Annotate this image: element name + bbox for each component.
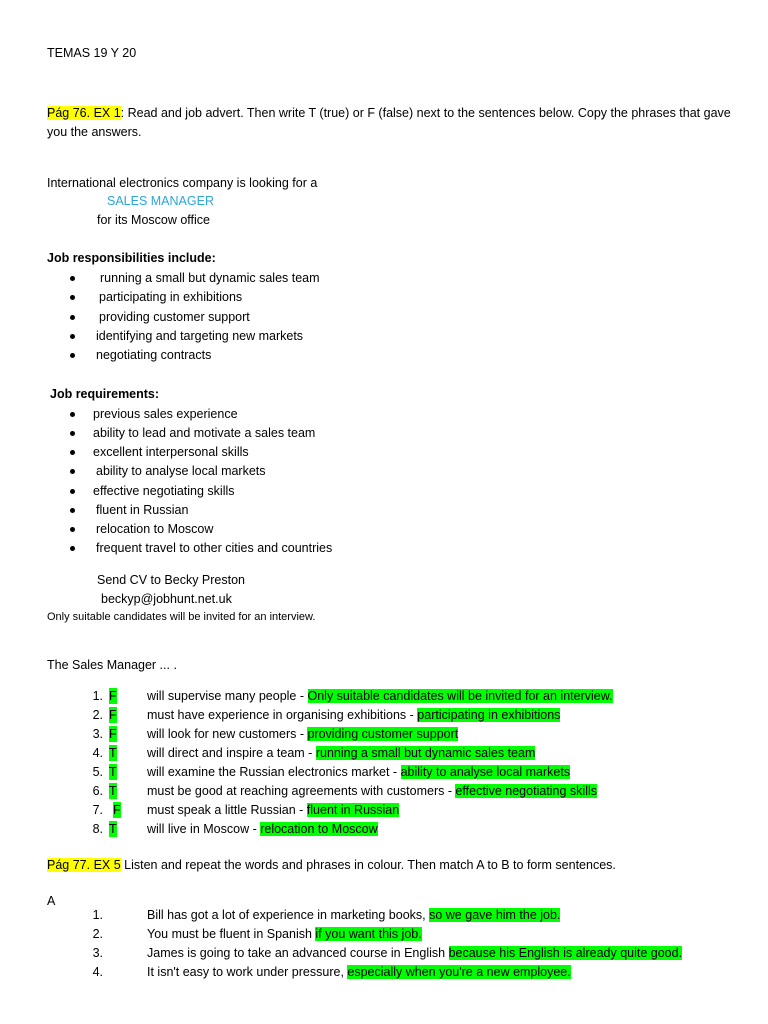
answer-number: 8.: [92, 822, 103, 836]
ex5-instruction-text: Listen and repeat the words and phrases in colour. Then match A to B to form sentences.: [120, 858, 616, 872]
match-row: [147, 926, 422, 942]
list-item: fluent in Russian: [96, 503, 189, 517]
match-number: 2.: [92, 927, 103, 941]
match-row: [147, 964, 571, 980]
bullet-icon: [70, 469, 75, 474]
answer-text: will live in Moscow -: [147, 822, 261, 836]
bullet-icon: [70, 295, 75, 300]
answer-text: must have experience in organising exhibitions -: [147, 708, 418, 722]
answer-row: [147, 821, 378, 837]
ex1-instruction-text: : Read and job advert. Then write T (true) or F (false) next to the sentences below. Copy the phrases that gave you the answers.: [47, 106, 731, 139]
answer-number: 4.: [92, 746, 103, 760]
answer-phrase: participating in exhibitions: [417, 708, 561, 722]
advert-note: Only suitable candidates will be invited for an interview.: [47, 611, 316, 623]
ex5-instruction: [47, 857, 616, 873]
match-phrase: especially when you're a new employee.: [347, 965, 571, 979]
advert-intro: International electronics company is looking for a: [47, 176, 318, 190]
ex5-reference: Pág 77. EX 5: [47, 858, 121, 872]
sales-manager-heading: The Sales Manager ... .: [47, 658, 177, 672]
bullet-icon: [70, 412, 75, 417]
list-item: participating in exhibitions: [99, 290, 243, 304]
bullet-icon: [70, 431, 75, 436]
answer-row: [147, 688, 613, 704]
responsibilities-heading: Job responsibilities include:: [47, 251, 216, 265]
contact-email: beckyp@jobhunt.net.uk: [101, 592, 232, 606]
bullet-icon: [70, 489, 75, 494]
match-text: You must be fluent in Spanish: [147, 927, 316, 941]
list-item: excellent interpersonal skills: [93, 445, 249, 459]
list-item: previous sales experience: [93, 407, 238, 421]
match-text: Bill has got a lot of experience in marketing books,: [147, 908, 430, 922]
list-item: negotiating contracts: [96, 348, 212, 362]
list-item: identifying and targeting new markets: [96, 329, 304, 343]
list-item: ability to lead and motivate a sales team: [93, 426, 316, 440]
list-item: frequent travel to other cities and countries: [96, 541, 333, 555]
match-text: James is going to take an advanced course in English: [147, 946, 449, 960]
match-number: 3.: [92, 946, 103, 960]
document-title: TEMAS 19 Y 20: [47, 46, 137, 60]
match-number: 1.: [92, 908, 103, 922]
match-phrase: so we gave him the job.: [429, 908, 561, 922]
bullet-icon: [70, 334, 75, 339]
match-phrase: because his English is already quite good.: [448, 946, 683, 960]
answer-text: must be good at reaching agreements with customers -: [147, 784, 456, 798]
bullet-icon: [70, 546, 75, 551]
section-a-label: A: [47, 894, 56, 908]
answer-text: will look for new customers -: [147, 727, 308, 741]
answer-mark: F: [113, 803, 121, 817]
answer-mark: F: [109, 689, 117, 703]
answer-number: 2.: [92, 708, 103, 722]
answer-text: will examine the Russian electronics market -: [147, 765, 401, 779]
answer-number: 3.: [92, 727, 103, 741]
answer-phrase: effective negotiating skills: [455, 784, 598, 798]
answer-number: 1.: [92, 689, 103, 703]
match-row: [147, 945, 682, 961]
answer-phrase: relocation to Moscow: [260, 822, 378, 836]
answer-row: [147, 707, 560, 723]
bullet-icon: [70, 527, 75, 532]
answer-text: will supervise many people -: [147, 689, 308, 703]
answer-row: [147, 726, 458, 742]
bullet-icon: [70, 508, 75, 513]
answer-phrase: ability to analyse local markets: [400, 765, 571, 779]
bullet-icon: [70, 353, 75, 358]
answer-phrase: fluent in Russian: [306, 803, 400, 817]
advert-position: SALES MANAGER: [107, 194, 214, 208]
answer-mark: T: [109, 746, 117, 760]
list-item: effective negotiating skills: [93, 484, 235, 498]
answer-number: 5.: [92, 765, 103, 779]
answer-number: 6.: [92, 784, 103, 798]
answer-row: [147, 802, 399, 818]
match-phrase: if you want this job.: [315, 927, 422, 941]
answer-text: will direct and inspire a team -: [147, 746, 316, 760]
answer-phrase: Only suitable candidates will be invited for an interview.: [307, 689, 613, 703]
list-item: relocation to Moscow: [96, 522, 214, 536]
answer-row: [147, 745, 535, 761]
answer-mark: F: [109, 727, 117, 741]
answer-mark: T: [109, 765, 117, 779]
advert-office: for its Moscow office: [97, 213, 211, 227]
answer-row: [147, 783, 597, 799]
list-item: running a small but dynamic sales team: [100, 271, 320, 285]
bullet-icon: [70, 276, 75, 281]
answer-mark: T: [109, 822, 117, 836]
match-number: 4.: [92, 965, 103, 979]
answer-mark: F: [109, 708, 117, 722]
ex1-instruction: [47, 104, 737, 142]
answer-row: [147, 764, 570, 780]
match-text: It isn't easy to work under pressure,: [147, 965, 348, 979]
match-row: [147, 907, 560, 923]
answer-text: must speak a little Russian -: [147, 803, 307, 817]
requirements-heading: Job requirements:: [50, 387, 160, 401]
ex1-reference: Pág 76. EX 1: [47, 106, 121, 120]
answer-mark: T: [109, 784, 117, 798]
answer-number: 7.: [92, 803, 103, 817]
list-item: ability to analyse local markets: [96, 464, 266, 478]
bullet-icon: [70, 315, 75, 320]
answer-phrase: providing customer support: [307, 727, 459, 741]
bullet-icon: [70, 450, 75, 455]
list-item: providing customer support: [99, 310, 250, 324]
answer-phrase: running a small but dynamic sales team: [315, 746, 536, 760]
send-cv-line: Send CV to Becky Preston: [97, 573, 245, 587]
